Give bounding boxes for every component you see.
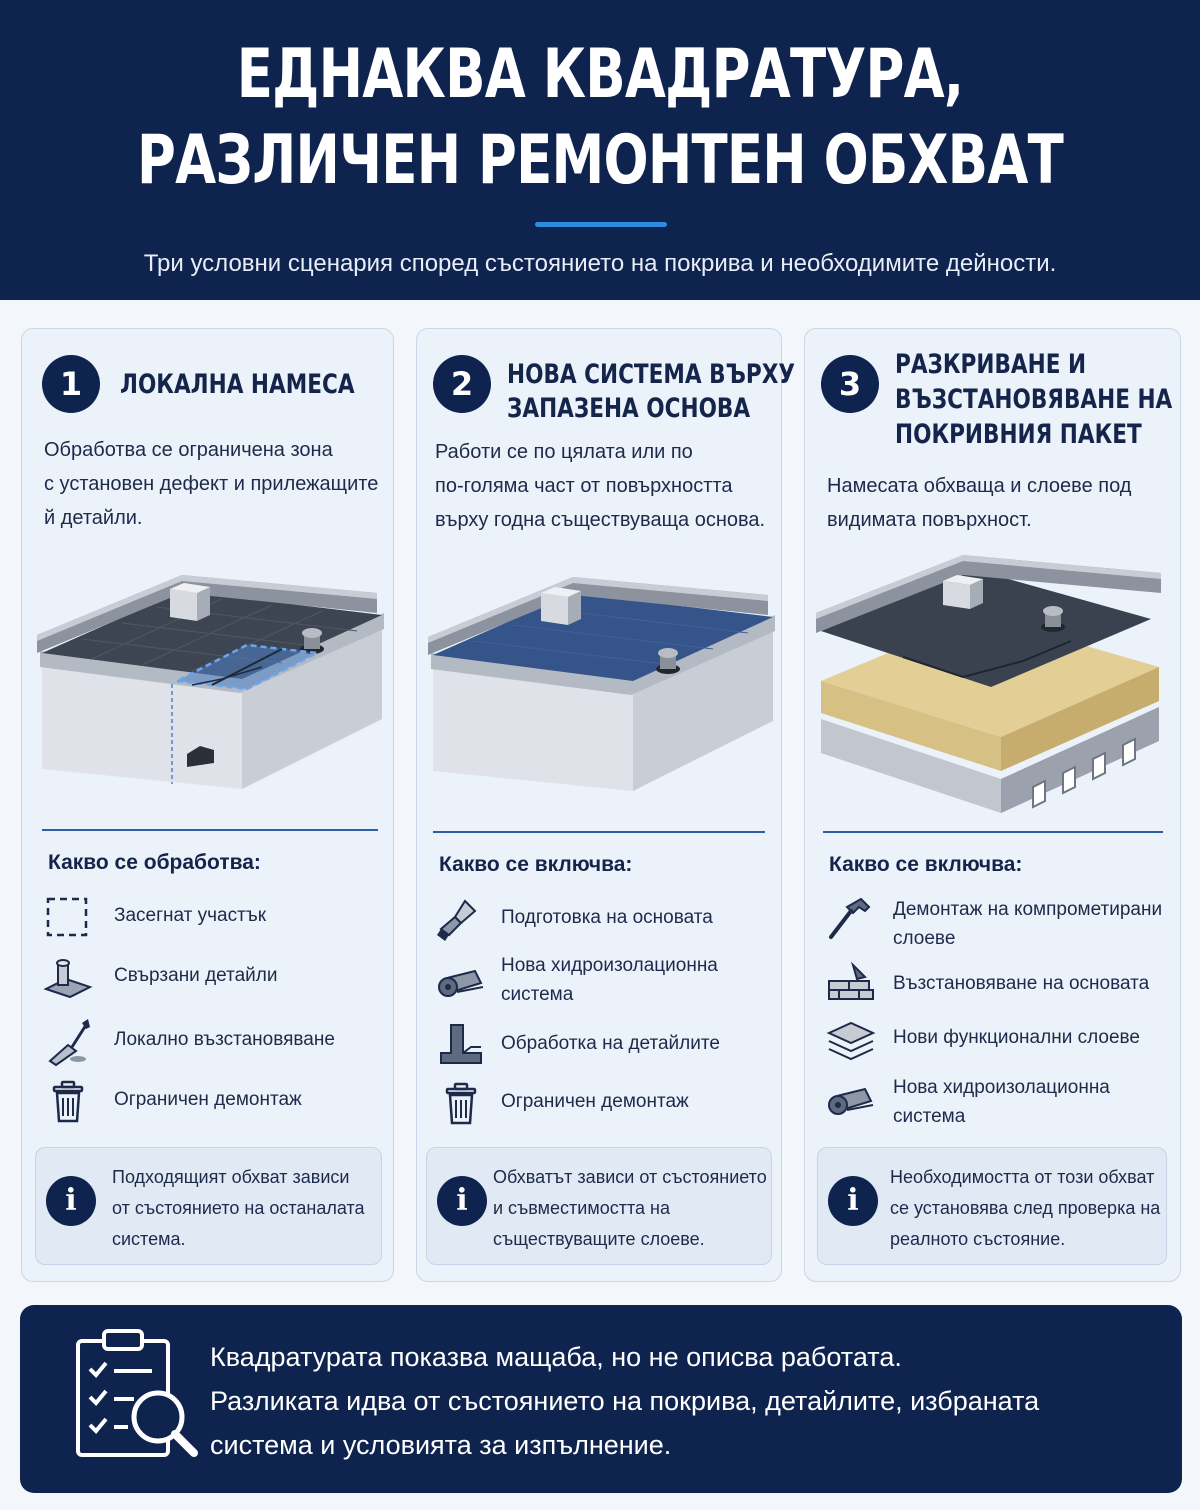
brush-icon [435,895,487,947]
list-item-label: Нова хидроизолационна система [893,1077,1110,1127]
new-system-roof-illustration [423,551,779,801]
scenario-title-line-3: ПОКРИВНИЯ ПАКЕТ [895,419,1142,450]
list-item-label: Нови функционални слоеве [893,1027,1140,1048]
section-divider [823,831,1163,833]
summary-banner [20,1305,1182,1493]
info-note-text: Необходимостта от този обхват се установява след проверка на реалното състояние. [890,1167,1161,1249]
clipboard-search-icon [72,1321,212,1471]
list-heading: Какво се обработва: [48,851,261,874]
page-title-line-1: ЕДНАКВА КВАДРАТУРА, [236,35,964,114]
list-item-label: Възстановяване на основата [893,973,1150,994]
info-note-text: Обхватът зависи от състоянието и съвместимостта на съществуващите слоеве. [493,1167,767,1249]
scenario-title-line-1: РАЗКРИВАНЕ И [895,349,1087,380]
list-item-label: Ограничен демонтаж [501,1091,689,1112]
exposed-roof-layers-illustration [813,551,1169,841]
list-item-label: Демонтаж на компрометирани слоеве [893,899,1163,949]
info-note [35,1147,382,1265]
scenario-description: Намесата обхваща и слоеве под видимата повърхност. [827,475,1132,531]
list-item-label: Подготовка на основата [501,907,713,928]
roof-vent-icon [42,953,94,1005]
scenario-description: Обработва се ограничена зона с установен дефект и прилежащите й детайли. [44,439,379,529]
layers-icon [825,1015,877,1067]
scenario-card-2 [416,328,796,1282]
flashing-detail-icon [435,1019,487,1071]
trash-icon [435,1079,487,1131]
scenario-title-line-1: НОВА СИСТЕМА ВЪРХУ [507,359,796,390]
brick-wall-icon [825,957,877,1009]
trash-icon [42,1077,94,1129]
list-item-label: Ограничен демонтаж [114,1089,302,1110]
membrane-roll-icon [435,957,487,1009]
scenario-card-3 [804,328,1181,1282]
info-icon: i [46,1176,96,1226]
page-subtitle: Три условни сценария според състоянието на покрива и необходимите дейности. [143,250,1057,277]
info-note [817,1147,1167,1265]
info-icon: i [828,1176,878,1226]
scenario-number-badge: 2 [433,355,491,413]
list-item-label: Обработка на детайлите [501,1033,720,1054]
scenario-title-line-2: ВЪЗСТАНОВЯВАНЕ НА [895,384,1173,415]
scenario-description: Работи се по цялата или по по-голяма част от повърхността върху годна съществуваща основа. [435,441,766,531]
list-heading: Какво се включва: [829,853,1023,876]
summary-text: Квадратурата показва мащаба, но не описва работата. Разликата идва от състоянието на покрива, детайлите, избраната система и условията за изпълнение. [210,1342,1040,1460]
dashed-square-icon [42,891,94,943]
hammer-icon [825,893,877,945]
list-item-label: Нова хидроизолационна система [501,955,718,1005]
scenario-number-badge: 1 [42,355,100,413]
scenario-card-1 [21,328,394,1282]
title-underline [535,222,667,227]
membrane-roll-icon [825,1075,877,1127]
info-icon: i [437,1176,487,1226]
info-note [426,1147,772,1265]
scenario-title: ЛОКАЛНА НАМЕСА [120,369,355,400]
section-divider [42,829,378,831]
scenario-number-badge: 3 [821,355,879,413]
list-item-label: Свързани детайли [114,965,278,986]
trowel-icon [42,1015,94,1067]
page-title-line-2: РАЗЛИЧЕН РЕМОНТЕН ОБХВАТ [137,121,1063,200]
list-item-label: Локално възстановяване [114,1029,335,1050]
header-banner [0,0,1200,300]
info-note-text: Подходящият обхват зависи от състоянието на останалата система. [112,1167,365,1249]
local-repair-roof-illustration [32,549,388,799]
scenario-title-line-2: ЗАПАЗЕНА ОСНОВА [507,393,751,424]
list-heading: Какво се включва: [439,853,633,876]
section-divider [433,831,765,833]
list-item-label: Засегнат участък [114,905,267,926]
